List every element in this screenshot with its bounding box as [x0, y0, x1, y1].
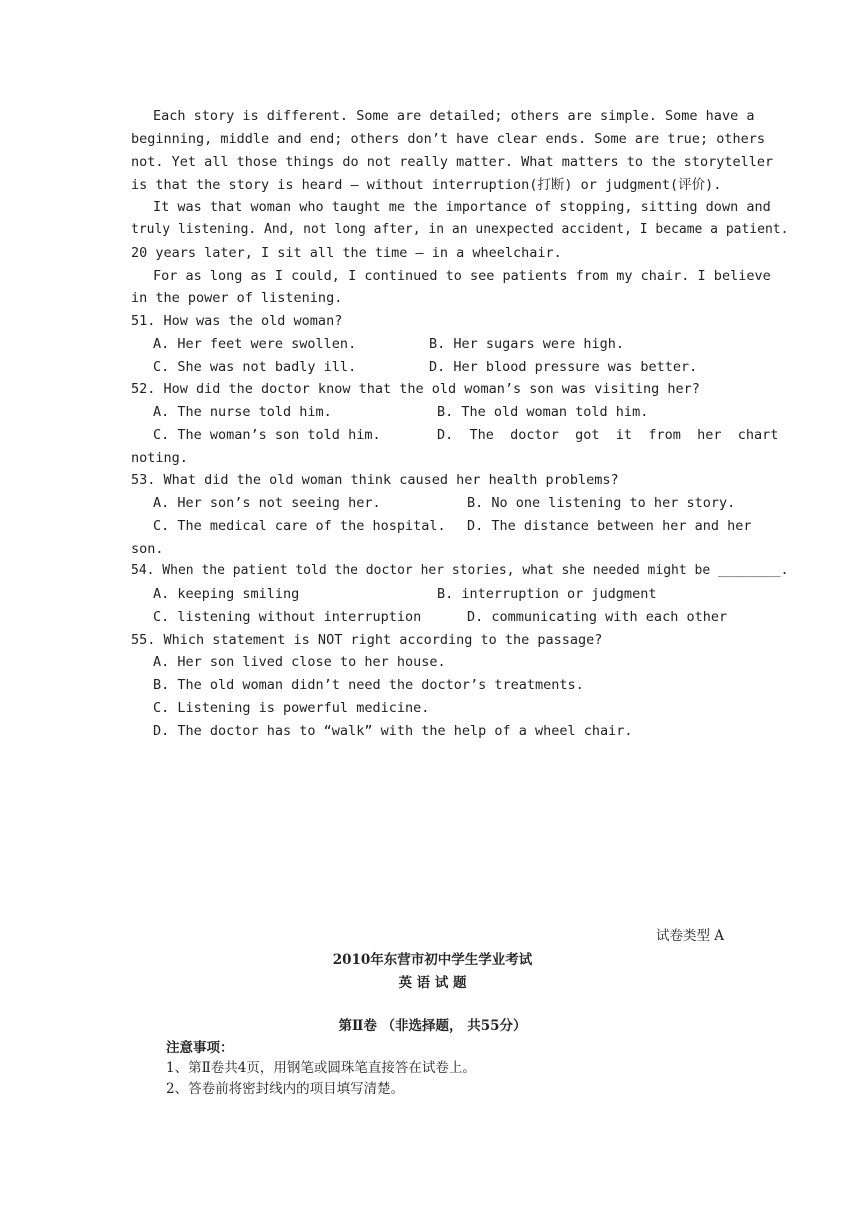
question-option: D. The distance between her and her: [467, 518, 752, 534]
question-stem: 52. How did the doctor know that the old woman’s son was visiting her?: [131, 381, 700, 397]
question-option: A. keeping smiling: [153, 586, 300, 602]
question-option: C. The medical care of the hospital.: [153, 518, 446, 534]
question-option: D. communicating with each other: [467, 609, 728, 625]
question-option: A. Her feet were swollen.: [153, 336, 357, 352]
passage-line: is that the story is heard — without interruption(打断) or judgment(评价).: [131, 177, 722, 193]
passage-line: It was that woman who taught me the importance of stopping, sitting down and: [153, 199, 771, 215]
question-option: B. No one listening to her story.: [467, 495, 736, 511]
passage-line: beginning, middle and end; others don’t have clear ends. Some are true; others: [131, 131, 765, 147]
question-option: C. The woman’s son told him.: [153, 427, 381, 443]
question-option: C. Listening is powerful medicine.: [153, 700, 430, 716]
notice-heading: 注意事项：: [166, 1040, 234, 1056]
paper-type: 试卷类型 A: [656, 928, 725, 944]
question-stem: 54. When the patient told the doctor her stories, what she needed might be ________.: [131, 563, 789, 578]
question-stem: 55. Which statement is NOT right according to the passage?: [131, 632, 603, 648]
question-option: B. interruption or judgment: [437, 586, 657, 602]
question-option: C. listening without interruption: [153, 609, 422, 625]
passage-line: not. Yet all those things do not really matter. What matters to the storyteller: [131, 154, 774, 170]
question-option: A. The nurse told him.: [153, 404, 332, 420]
question-option: son.: [131, 541, 164, 557]
question-stem: 53. What did the old woman think caused her health problems?: [131, 472, 619, 488]
exam-title: 2010年东营市初中学生学业考试: [332, 952, 533, 968]
question-option: D. Her blood pressure was better.: [429, 359, 698, 375]
question-option: B. Her sugars were high.: [429, 336, 625, 352]
passage-line: For as long as I could, I continued to see patients from my chair. I believe: [153, 268, 771, 284]
notice-item: 2、答卷前将密封线内的项目填写清楚。: [166, 1081, 405, 1097]
passage-line: 20 years later, I sit all the time — in a wheelchair.: [131, 245, 562, 261]
question-option: B. The old woman didn’t need the doctor’s treatments.: [153, 677, 584, 693]
notice-item: 1、第Ⅱ卷共4页，用钢笔或圆珠笔直接答在试卷上。: [166, 1060, 476, 1076]
question-option: D. The doctor has to “walk” with the help of a wheel chair.: [153, 723, 633, 739]
question-option: A. Her son’s not seeing her.: [153, 495, 381, 511]
question-stem: 51. How was the old woman?: [131, 313, 343, 329]
passage-line: Each story is different. Some are detailed; others are simple. Some have a: [153, 108, 755, 124]
passage-line: in the power of listening.: [131, 290, 343, 306]
subject-title: 英 语 试 题: [398, 975, 467, 991]
question-option: noting.: [131, 450, 188, 466]
passage-line: truly listening. And, not long after, in an unexpected accident, I became a patient.: [131, 222, 789, 237]
question-option: B. The old woman told him.: [437, 404, 649, 420]
section-title: 第Ⅱ卷 （非选择题， 共55分）: [338, 1018, 527, 1034]
question-option: A. Her son lived close to her house.: [153, 654, 446, 670]
question-option: D. The doctor got it from her chart: [437, 427, 779, 443]
question-option: C. She was not badly ill.: [153, 359, 357, 375]
